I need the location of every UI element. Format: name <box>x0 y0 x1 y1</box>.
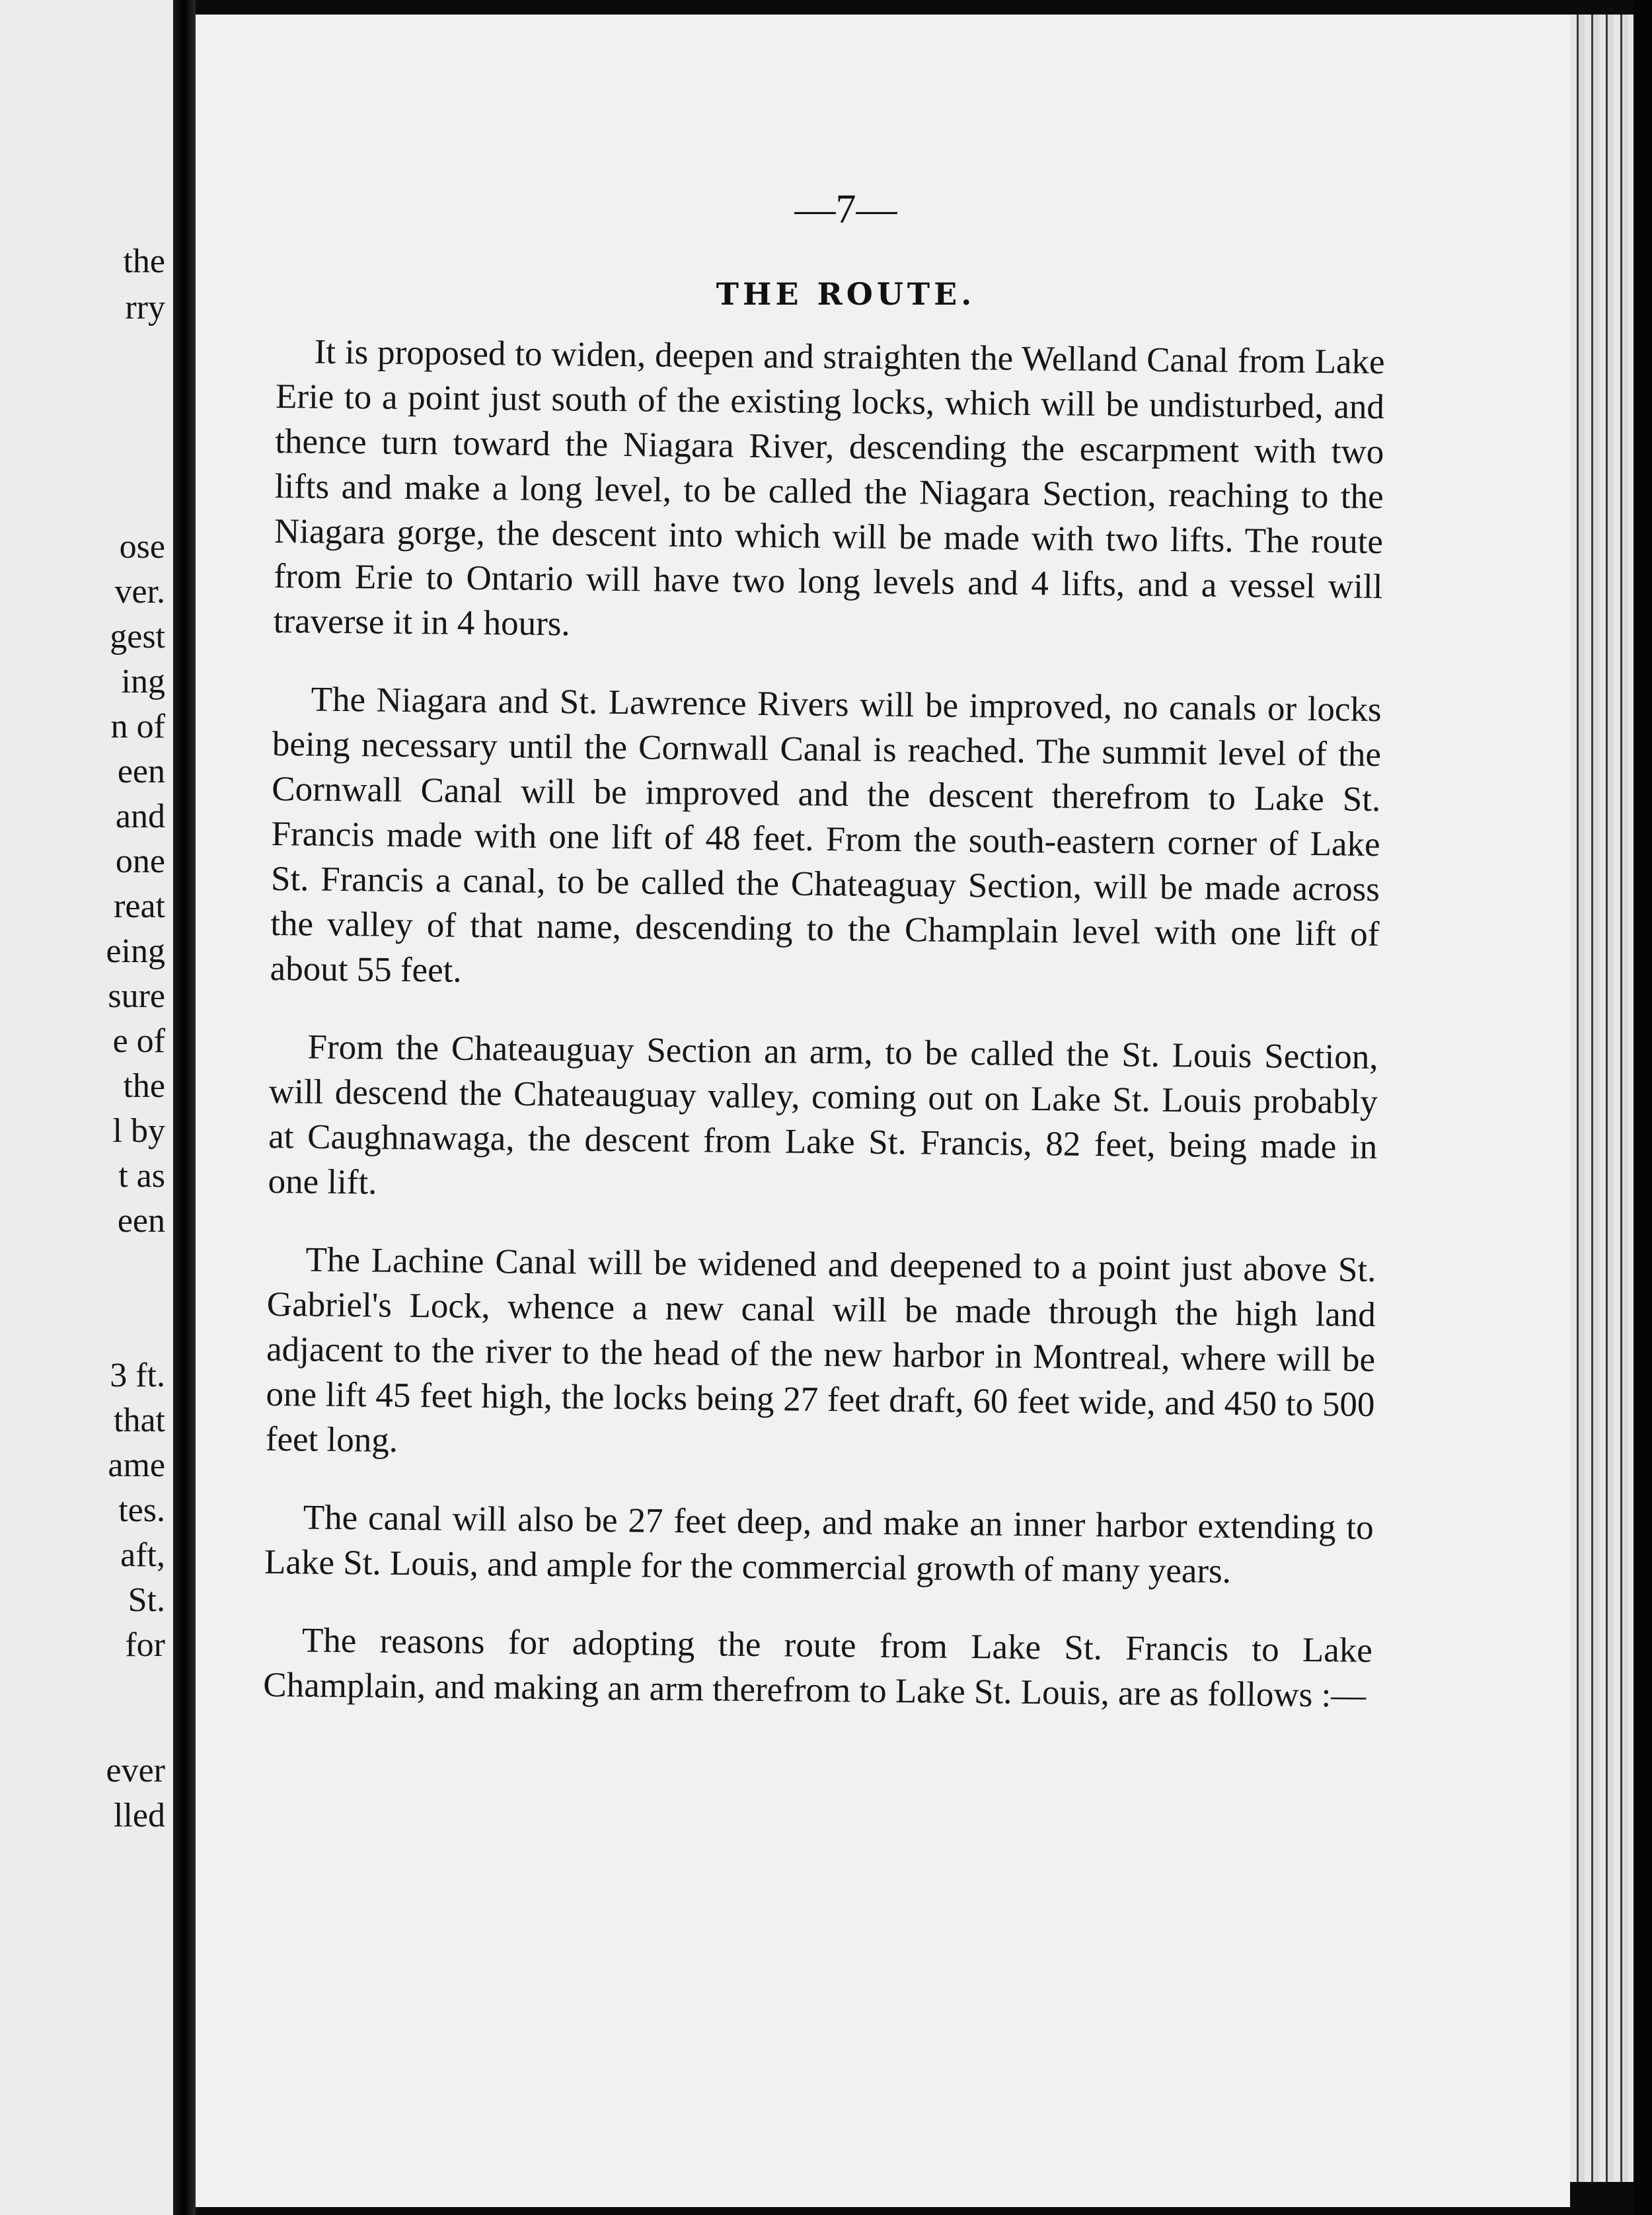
left-page-fragment: for <box>125 1626 165 1664</box>
left-page-fragment: een <box>117 1202 165 1240</box>
left-page-fragment: the <box>123 243 165 280</box>
paragraph: The Niagara and St. Lawrence Rivers will be improved, no canals or locks being necessary until the Cornwall Canal is reached. The summit level of the Cornwall Canal will be improved and the descent therefrom to Lake St. Francis made with one lift of 48 feet. From the south-eastern corner of Lake St. Francis a canal, to be called the Chateaguay Section, will be made across the valley of that name, descending to the Champlain level with one lift of about 55 feet. <box>270 680 1382 990</box>
left-page-fragment: lled <box>114 1797 165 1834</box>
left-page-fragment: 3 ft. <box>110 1357 165 1394</box>
left-page-fragment: ose <box>119 528 165 566</box>
left-page-fragment: l by <box>112 1112 165 1150</box>
body-text <box>262 329 1384 1751</box>
left-page-fragment: gest <box>110 618 165 656</box>
paragraph: From the Chateauguay Section an arm, to be called the St. Louis Section, will descend the Chateauguay valley, coming out on Lake St. Louis probably at Caughnawaga, the descent from Lake St. Francis, 82 feet, being made in one lift. <box>268 1028 1378 1202</box>
page-edges <box>1570 15 1633 2182</box>
left-page-fragment: ing <box>121 663 165 700</box>
scan-border <box>1633 0 1652 2215</box>
paragraph: The reasons for adopting the route from Lake St. Francis to Lake Champlain, and making an arm therefrom to Lake St. Louis, are as follows :— <box>263 1621 1373 1715</box>
left-page-fragment: the <box>123 1067 165 1105</box>
page-number: —7— <box>794 187 897 232</box>
left-page-fragment: e of <box>112 1022 165 1060</box>
left-page-fragment: een <box>117 753 165 790</box>
left-page-fragment: tes. <box>118 1491 165 1529</box>
left-page-fragment: t as <box>118 1157 165 1195</box>
left-page-fragment: that <box>114 1402 165 1439</box>
left-page-fragment: one <box>115 843 165 880</box>
page-title: THE ROUTE. <box>716 276 976 312</box>
left-page-fragment: ever <box>106 1752 165 1789</box>
left-page-fragment: ver. <box>114 573 165 611</box>
left-page-fragment: and <box>115 798 165 835</box>
left-page-fragment: rry <box>125 289 165 326</box>
left-page-fragment: sure <box>108 977 165 1015</box>
paragraph: It is proposed to widen, deepen and straighten the Welland Canal from Lake Erie to a point just south of the existing locks, which will be undisturbed, and thence turn toward the Niagara River, descending the escarpment with two lifts and make a long level, to be called the Niagara Section, reaching to the Niagara gorge, the descent into which will be made with two lifts. The route from Erie to Ontario will have two long levels and 4 lifts, and a vessel will traverse it in 4 hours. <box>273 332 1385 644</box>
left-page-fragment: St. <box>128 1581 165 1619</box>
left-page-fragment: eing <box>106 932 165 970</box>
left-page-fragment: n of <box>110 708 165 745</box>
paragraph: The Lachine Canal will be widened and deepened to a point just above St. Gabriel's Lock, whence a new canal will be made through the high land adjacent to the river to the head of the new harbor in Montreal, where will be one lift 45 feet high, the locks being 27 feet draft, 60 feet wide, and 450 to 500 feet long. <box>265 1240 1376 1460</box>
paragraph: The canal will also be 27 feet deep, and make an inner harbor extending to Lake St. Louis, and ample for the commercial growth of many years. <box>264 1498 1374 1591</box>
left-page-fragment: ame <box>108 1446 165 1484</box>
book-gutter <box>173 0 196 2215</box>
left-page-fragment: aft, <box>120 1536 165 1574</box>
left-page-fragment: reat <box>114 887 165 925</box>
left-page-edge <box>0 0 173 2215</box>
